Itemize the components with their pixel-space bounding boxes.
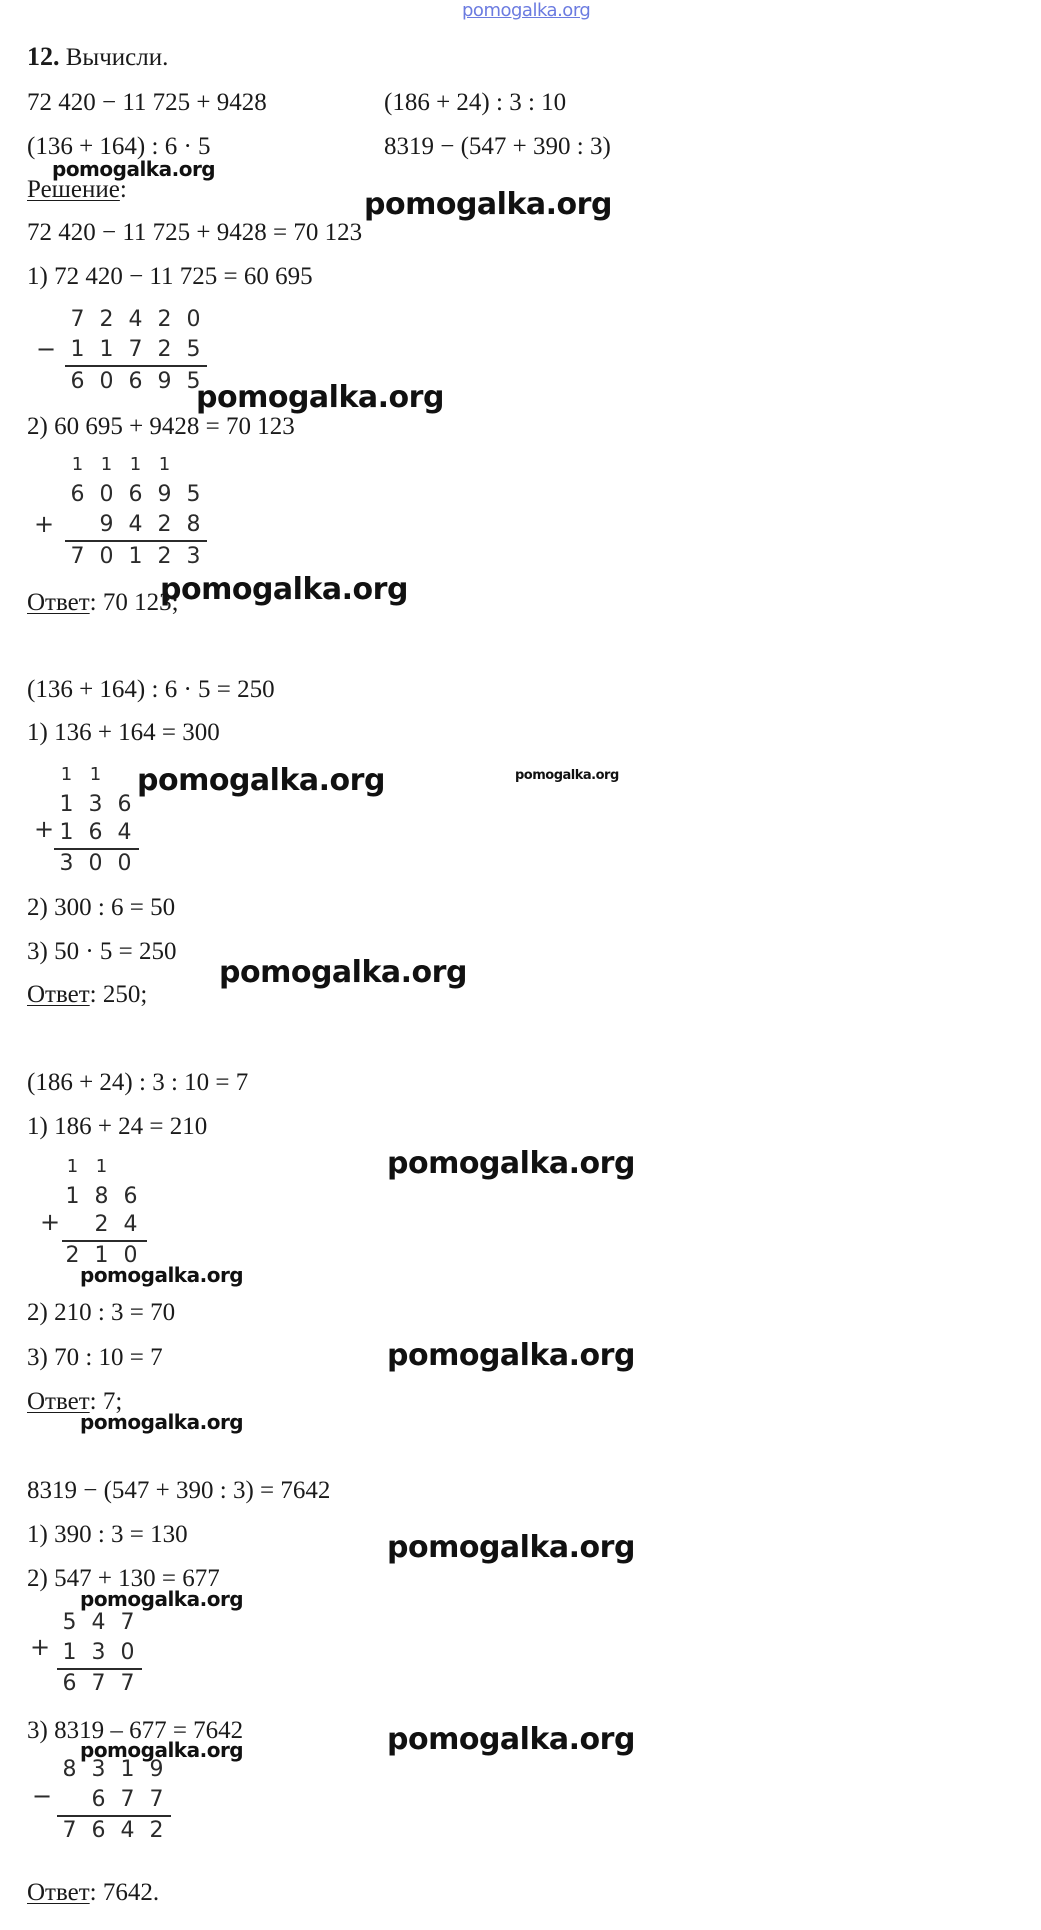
digit-cell: 4 xyxy=(123,1212,138,1237)
digit-cell: 2 xyxy=(99,307,114,332)
b1c1-row-0 xyxy=(63,305,208,335)
digit-cell: 6 xyxy=(70,369,85,394)
digit-cell: 6 xyxy=(91,1787,106,1812)
digit-cell: 3 xyxy=(59,851,74,876)
digit-cell: 0 xyxy=(88,851,103,876)
task-heading xyxy=(27,42,168,73)
digit-cell: 1 xyxy=(65,1184,80,1209)
digit-cell: 5 xyxy=(186,369,201,394)
b4-answer-label: Ответ xyxy=(27,1879,90,1906)
digit-cell: 1 xyxy=(71,454,84,475)
digit-cell: 0 xyxy=(120,1640,135,1665)
digit-cell: 7 xyxy=(62,1818,77,1843)
task-title: Вычисли. xyxy=(65,44,169,71)
digit-cell: 6 xyxy=(123,1184,138,1209)
digit-cell: 7 xyxy=(70,544,85,569)
b1c1-row-1 xyxy=(63,335,208,365)
digit-cell: 1 xyxy=(100,454,113,475)
digit-cell: 1 xyxy=(95,1156,108,1177)
b3-answer-value: : 7; xyxy=(89,1388,123,1415)
b1c1-sign: − xyxy=(36,335,57,363)
b1-column-subtraction xyxy=(63,305,213,400)
task-expression-2: (186 + 24) : 3 : 10 xyxy=(384,89,567,116)
b4-step-2: 2) 547 + 130 = 677 xyxy=(27,1565,220,1592)
b4c1-sign: + xyxy=(30,1633,51,1661)
b1c2-row-2 xyxy=(63,510,208,540)
digit-cell: 0 xyxy=(99,544,114,569)
digit-cell: 3 xyxy=(88,792,103,817)
b4-answer xyxy=(27,1878,159,1908)
task-expression-1: 72 420 − 11 725 + 9428 xyxy=(27,89,267,116)
b1c1-result-row xyxy=(63,367,208,397)
digit-cell: 9 xyxy=(157,369,172,394)
digit-cell: 1 xyxy=(129,454,142,475)
digit-cell: 1 xyxy=(62,1640,77,1665)
b2c1-row-1 xyxy=(52,790,139,820)
b2-answer xyxy=(27,980,147,1010)
site-header-link[interactable]: pomogalka.org xyxy=(462,0,591,21)
watermark: pomogalka.org xyxy=(515,768,619,783)
digit-cell: 1 xyxy=(128,544,143,569)
digit-cell: 8 xyxy=(186,512,201,537)
digit-cell: 1 xyxy=(59,792,74,817)
b3-step-1: 1) 186 + 24 = 210 xyxy=(27,1113,208,1140)
b2c1-sign: + xyxy=(34,815,55,843)
solution-label: Решение xyxy=(27,176,120,203)
digit-cell: 4 xyxy=(91,1610,106,1635)
digit-cell: 5 xyxy=(186,482,201,507)
b2c1-carry-row xyxy=(52,760,139,790)
digit-cell: 2 xyxy=(157,544,172,569)
b4c1-row-1 xyxy=(55,1638,142,1668)
digit-cell: 6 xyxy=(88,820,103,845)
b1-step-2: 2) 60 695 + 9428 = 70 123 xyxy=(27,413,295,440)
b2-step-2: 2) 300 : 6 = 50 xyxy=(27,894,176,921)
digit-cell: 6 xyxy=(117,792,132,817)
digit-cell: 3 xyxy=(186,544,201,569)
solution-heading: Решение: xyxy=(27,176,127,203)
digit-cell: 7 xyxy=(70,307,85,332)
watermark: pomogalka.org xyxy=(80,1263,244,1287)
watermark: pomogalka.org xyxy=(219,955,467,990)
b2-answer-label: Ответ xyxy=(27,981,90,1008)
digit-cell: 6 xyxy=(128,369,143,394)
b1-full-expression: 72 420 − 11 725 + 9428 = 70 123 xyxy=(27,219,363,246)
b2-step-3: 3) 50 · 5 = 250 xyxy=(27,938,177,965)
digit-cell xyxy=(58,1210,87,1240)
b4c2-sign: − xyxy=(32,1782,53,1810)
digit-cell: 1 xyxy=(70,337,85,362)
digit-cell: 5 xyxy=(62,1610,77,1635)
digit-cell: 4 xyxy=(120,1818,135,1843)
digit-cell: 7 xyxy=(128,337,143,362)
watermark: pomogalka.org xyxy=(80,1587,244,1611)
b2c1-row-2 xyxy=(52,818,139,848)
digit-cell: 2 xyxy=(157,307,172,332)
b3-answer-label: Ответ xyxy=(27,1388,90,1415)
b3c1-row-2 xyxy=(58,1210,145,1240)
b2-column-addition xyxy=(52,760,147,885)
watermark: pomogalka.org xyxy=(387,1530,635,1565)
watermark: pomogalka.org xyxy=(80,1410,244,1434)
b1-column-addition xyxy=(63,450,213,575)
digit-cell: 2 xyxy=(157,512,172,537)
digit-cell: 6 xyxy=(70,482,85,507)
digit-cell: 6 xyxy=(91,1818,106,1843)
watermark: pomogalka.org xyxy=(160,572,408,607)
digit-cell: 1 xyxy=(89,764,102,785)
task-expression-4: 8319 − (547 + 390 : 3) xyxy=(384,133,611,160)
digit-cell: 9 xyxy=(157,482,172,507)
digit-cell: 1 xyxy=(66,1156,79,1177)
digit-cell: 1 xyxy=(94,1243,109,1268)
b1-answer-value: : 70 123; xyxy=(89,589,179,616)
watermark: pomogalka.org xyxy=(387,1146,635,1181)
digit-cell: 1 xyxy=(158,454,171,475)
b1-answer-label: Ответ xyxy=(27,589,90,616)
digit-cell: 0 xyxy=(99,369,114,394)
b1-step-1: 1) 72 420 − 11 725 = 60 695 xyxy=(27,263,313,290)
b1c2-row-1 xyxy=(63,480,208,510)
b4-column-addition xyxy=(55,1608,150,1703)
b1-answer xyxy=(27,588,179,618)
watermark: pomogalka.org xyxy=(364,187,612,222)
digit-cell: 0 xyxy=(117,851,132,876)
b4-answer-value: : 7642. xyxy=(89,1879,160,1906)
digit-cell: 1 xyxy=(120,1757,135,1782)
b3-step-3: 3) 70 : 10 = 7 xyxy=(27,1344,163,1371)
watermark: pomogalka.org xyxy=(196,380,444,415)
digit-cell: 1 xyxy=(59,820,74,845)
digit-cell: 2 xyxy=(157,337,172,362)
digit-cell: 2 xyxy=(65,1243,80,1268)
b1c2-result-row xyxy=(63,542,208,572)
digit-cell: 7 xyxy=(120,1610,135,1635)
digit-cell: 9 xyxy=(149,1757,164,1782)
b4c2-row-1 xyxy=(55,1785,171,1815)
watermark: pomogalka.org xyxy=(80,1738,244,1762)
digit-cell xyxy=(55,1785,84,1815)
digit-cell: 4 xyxy=(117,820,132,845)
digit-cell: 7 xyxy=(149,1787,164,1812)
b3-column-addition xyxy=(58,1152,153,1277)
digit-cell xyxy=(179,450,208,480)
b3c1-sign: + xyxy=(40,1208,61,1236)
b3-step-2: 2) 210 : 3 = 70 xyxy=(27,1299,176,1326)
digit-cell: 7 xyxy=(91,1671,106,1696)
b2c1-result-row xyxy=(52,849,139,879)
digit-cell: 8 xyxy=(62,1757,77,1782)
b2-answer-value: : 250; xyxy=(89,981,148,1008)
digit-cell: 0 xyxy=(123,1243,138,1268)
digit-cell: 0 xyxy=(186,307,201,332)
digit-cell: 7 xyxy=(120,1787,135,1812)
b2-step-1: 1) 136 + 164 = 300 xyxy=(27,719,220,746)
task-expression-3: (136 + 164) : 6 · 5 xyxy=(27,133,211,160)
b4-step-1: 1) 390 : 3 = 130 xyxy=(27,1521,188,1548)
digit-cell: 4 xyxy=(128,307,143,332)
b1c2-sign: + xyxy=(34,510,55,538)
digit-cell: 9 xyxy=(99,512,114,537)
digit-cell: 6 xyxy=(62,1671,77,1696)
b3c1-row-1 xyxy=(58,1182,145,1212)
digit-cell: 1 xyxy=(99,337,114,362)
digit-cell xyxy=(116,1152,145,1182)
digit-cell: 3 xyxy=(91,1757,106,1782)
b4-step-3: 3) 8319 – 677 = 7642 xyxy=(27,1717,244,1744)
digit-cell: 5 xyxy=(186,337,201,362)
digit-cell: 2 xyxy=(149,1818,164,1843)
b3c1-carry-row xyxy=(58,1152,145,1182)
digit-cell: 1 xyxy=(60,764,73,785)
digit-cell: 7 xyxy=(120,1671,135,1696)
b4c1-result-row xyxy=(55,1669,142,1699)
digit-cell: 4 xyxy=(128,512,143,537)
b1c2-carry-row xyxy=(63,450,208,480)
digit-cell: 6 xyxy=(128,482,143,507)
watermark: pomogalka.org xyxy=(52,157,216,181)
b4c2-result-row xyxy=(55,1816,171,1846)
watermark: pomogalka.org xyxy=(137,763,385,798)
task-number: 12. xyxy=(27,42,60,71)
digit-cell xyxy=(110,760,139,790)
watermark: pomogalka.org xyxy=(387,1722,635,1757)
b4-column-subtraction xyxy=(55,1755,180,1850)
digit-cell: 2 xyxy=(94,1212,109,1237)
watermark: pomogalka.org xyxy=(387,1338,635,1373)
digit-cell xyxy=(63,510,92,540)
b4-full-expression: 8319 − (547 + 390 : 3) = 7642 xyxy=(27,1477,331,1504)
b4c1-row-0 xyxy=(55,1608,142,1638)
digit-cell: 0 xyxy=(99,482,114,507)
digit-cell: 3 xyxy=(91,1640,106,1665)
b3-full-expression: (186 + 24) : 3 : 10 = 7 xyxy=(27,1069,249,1096)
b2-full-expression: (136 + 164) : 6 · 5 = 250 xyxy=(27,676,275,703)
digit-cell: 8 xyxy=(94,1184,109,1209)
